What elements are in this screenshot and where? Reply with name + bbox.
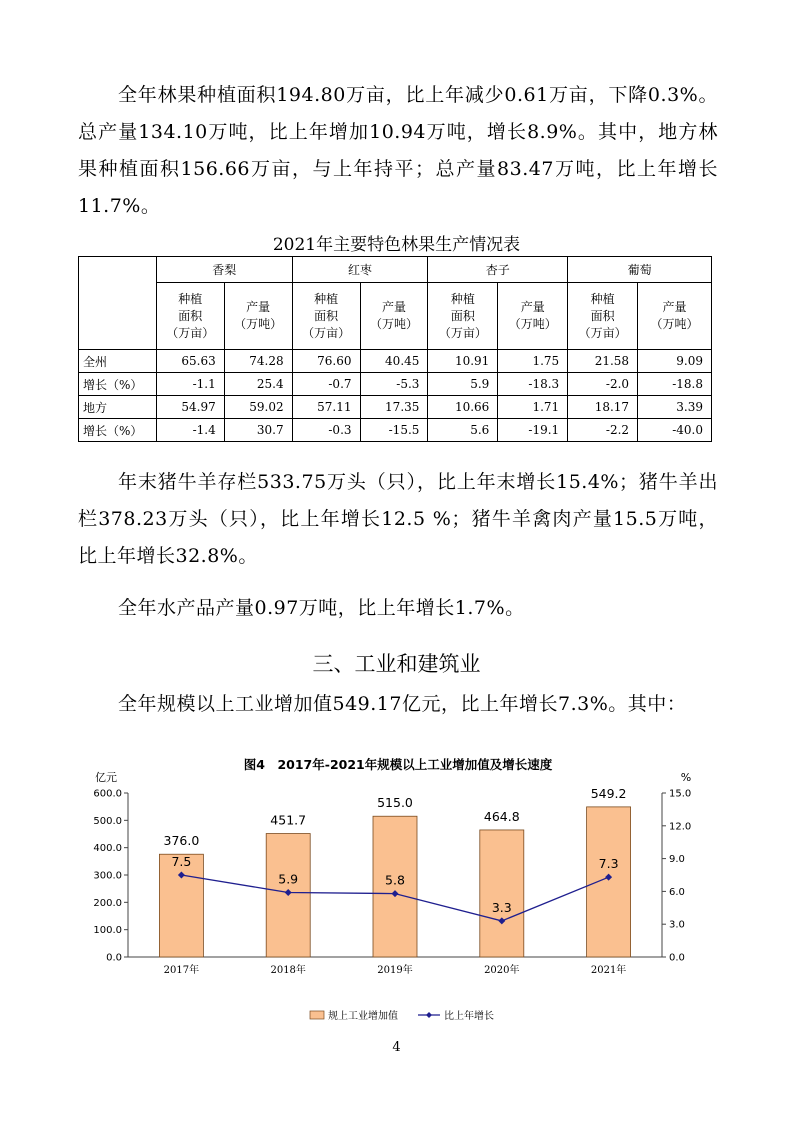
table-cell: -0.3 [292, 419, 360, 442]
bar-industry-value [587, 807, 631, 957]
table-cell: 18.17 [568, 396, 638, 419]
row-label: 增长（%） [79, 419, 157, 442]
group-header: 香梨 [156, 257, 292, 283]
right-tick-label: 3.0 [669, 919, 685, 931]
table-cell: -15.5 [360, 419, 428, 442]
growth-data-label: 5.9 [278, 871, 299, 887]
table-corner-cell [79, 283, 157, 350]
table-cell: 54.97 [156, 396, 224, 419]
bar-data-label: 464.8 [483, 808, 520, 824]
table-cell: -18.8 [638, 373, 712, 396]
row-label: 增长（%） [79, 373, 157, 396]
subheader-output: 产量 （万吨） [360, 283, 428, 350]
table-row [79, 373, 712, 396]
x-tick-label: 2019年 [377, 965, 413, 976]
table-cell: 76.60 [292, 350, 360, 373]
growth-data-label: 7.3 [598, 856, 619, 872]
table-cell: 5.6 [428, 419, 498, 442]
table-cell: 9.09 [638, 350, 712, 373]
left-tick-label: 600.0 [93, 788, 122, 800]
table-corner-cell [79, 257, 157, 283]
legend-label-line: 比上年增长 [444, 1011, 494, 1022]
forest-fruit-table [78, 256, 712, 442]
row-label: 全州 [79, 350, 157, 373]
subheader-area: 种植 面积 （万亩） [568, 283, 638, 350]
x-tick-label: 2017年 [163, 965, 200, 976]
left-tick-label: 200.0 [93, 897, 122, 909]
table-cell: -1.1 [156, 373, 224, 396]
left-tick-label: 500.0 [93, 815, 122, 827]
table-cell: 1.75 [498, 350, 568, 373]
right-tick-label: 15.0 [669, 788, 692, 800]
group-header: 葡萄 [568, 257, 712, 283]
table-cell: -19.1 [498, 419, 568, 442]
x-tick-label: 2018年 [270, 965, 306, 976]
legend-label-bar: 规上工业增加值 [328, 1011, 398, 1022]
table-row [79, 350, 712, 373]
bar-data-label: 515.0 [377, 795, 413, 811]
x-tick-label: 2021年 [590, 965, 627, 976]
growth-data-label: 7.5 [171, 854, 192, 869]
subheader-area: 种植 面积 （万亩） [428, 283, 498, 350]
right-tick-label: 0.0 [669, 952, 685, 964]
chart-legend [310, 1009, 494, 1022]
section-heading: 三、工业和建筑业 [312, 652, 481, 676]
table-cell: 3.39 [638, 396, 712, 419]
page-number: 4 [392, 1040, 401, 1055]
bar-data-label: 376.0 [163, 833, 200, 849]
table-cell: -1.4 [156, 419, 224, 442]
x-tick-label: 2020年 [484, 965, 520, 976]
subheader-area: 种植 面积 （万亩） [156, 283, 224, 350]
left-tick-label: 100.0 [93, 925, 122, 937]
table-cell: 21.58 [568, 350, 638, 373]
right-tick-label: 12.0 [669, 821, 692, 833]
legend-marker-icon [426, 1012, 432, 1018]
growth-data-label: 3.3 [491, 899, 512, 915]
table-cell: 65.63 [156, 350, 224, 373]
growth-data-label: 5.8 [385, 872, 405, 888]
table-cell: -40.0 [638, 419, 712, 442]
table-cell: 17.35 [360, 396, 428, 419]
table-cell: 30.7 [224, 419, 292, 442]
paragraph-industry: 全年规模以上工业增加值549.17亿元，比上年增长7.3%。其中： [118, 693, 687, 715]
bar-industry-value [159, 854, 203, 957]
table-cell: 5.9 [428, 373, 498, 396]
bar-data-label: 549.2 [590, 785, 627, 801]
table-cell: -2.2 [568, 419, 638, 442]
legend-swatch-bar [310, 1011, 324, 1019]
table-cell: 74.28 [224, 350, 292, 373]
subheader-output: 产量 （万吨） [498, 283, 568, 350]
bar-industry-value [480, 830, 524, 957]
table-cell: -5.3 [360, 373, 428, 396]
subheader-output: 产量 （万吨） [638, 283, 712, 350]
right-tick-label: 6.0 [669, 886, 685, 898]
paragraph-forest-fruit: 全年林果种植面积194.80万亩，比上年减少0.61万亩，下降0.3%。总产量134.10万吨，比上年增加10.94万吨，增长8.9%。其中，地方林果种植面积156.66万亩，与上年持平；总产量83.47万吨，比上年增长11.7%。 [78, 84, 718, 217]
table-row [79, 419, 712, 442]
paragraph-livestock: 年末猪牛羊存栏533.75万头（只），比上年末增长15.4%；猪牛羊出栏378.23万头（只），比上年增长12.5 %；猪牛羊禽肉产量15.5万吨，比上年增长32.8%。 [78, 471, 718, 567]
bar-data-label: 451.7 [270, 812, 307, 828]
table-caption: 2021年主要特色林果生产情况表 [272, 235, 521, 255]
table-cell: 57.11 [292, 396, 360, 419]
table-cell: -2.0 [568, 373, 638, 396]
subheader-area: 种植 面积 （万亩） [292, 283, 360, 350]
table-cell: 40.45 [360, 350, 428, 373]
chart-title: 图4 2017年-2021年规模以上工业增加值及增长速度 [243, 757, 553, 772]
paragraph-aquatic: 全年水产品产量0.97万吨，比上年增长1.7%。 [118, 597, 525, 619]
left-tick-label: 300.0 [93, 870, 122, 882]
group-header: 杏子 [428, 257, 568, 283]
table-row [79, 396, 712, 419]
subheader-output: 产量 （万吨） [224, 283, 292, 350]
right-tick-label: 9.0 [669, 854, 685, 866]
table-cell: 59.02 [224, 396, 292, 419]
right-axis-unit: % [680, 771, 692, 784]
group-header: 红枣 [292, 257, 428, 283]
table-cell: -18.3 [498, 373, 568, 396]
table-cell: 10.91 [428, 350, 498, 373]
row-label: 地方 [79, 396, 157, 419]
industry-chart [78, 755, 718, 1033]
left-tick-label: 0.0 [106, 952, 122, 964]
table-cell: 25.4 [224, 373, 292, 396]
left-tick-label: 400.0 [93, 843, 122, 855]
table-cell: 10.66 [428, 396, 498, 419]
table-cell: 1.71 [498, 396, 568, 419]
table-cell: -0.7 [292, 373, 360, 396]
left-axis-unit: 亿元 [95, 771, 117, 784]
